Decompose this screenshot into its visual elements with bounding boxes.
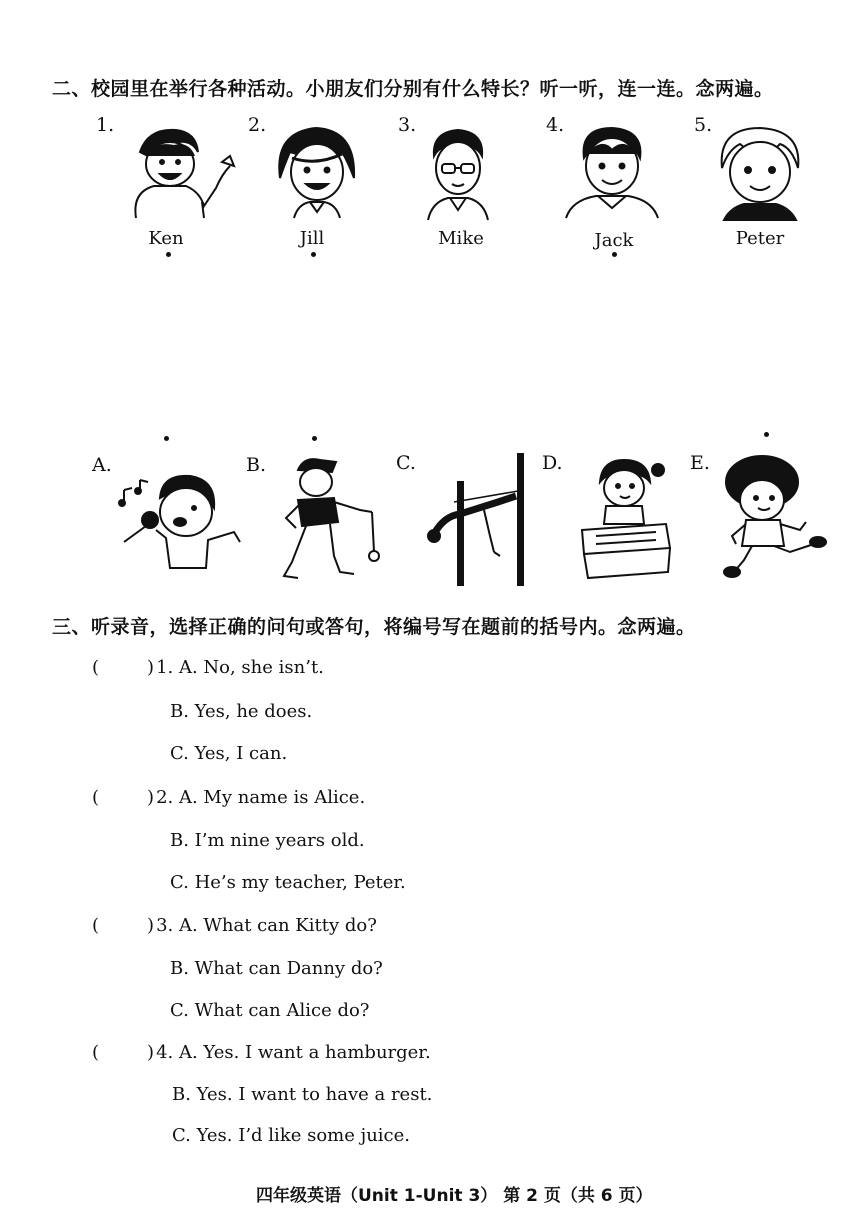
activity-letter-d: D. [542, 452, 563, 474]
kid-name-jill: Jill [299, 228, 325, 249]
activity-letter-a: A. [92, 454, 112, 476]
match-dot-ken[interactable] [166, 252, 171, 257]
question-4-stem [92, 1042, 431, 1063]
question-4-option-b: B. Yes. I want to have a rest. [172, 1084, 433, 1105]
kid-name-ken: Ken [148, 228, 184, 249]
question-2-option-c: C. He’s my teacher, Peter. [170, 872, 406, 893]
section-3-title: 三、听录音，选择正确的问句或答句，将编号写在题前的括号内。念两遍。 [52, 616, 696, 638]
kid-jack-portrait [562, 124, 662, 222]
activity-letter-e: E. [690, 452, 710, 474]
singing-icon [110, 468, 246, 578]
kid-number-2: 2. [248, 114, 267, 136]
question-4-option-c: C. Yes. I’d like some juice. [172, 1125, 410, 1146]
answer-paren-open[interactable]: ( [92, 787, 100, 808]
kid-name-jack: Jack [594, 230, 634, 251]
high-jump-icon [424, 452, 536, 586]
answer-paren-open[interactable]: ( [92, 657, 100, 678]
match-dot-a[interactable] [164, 436, 169, 441]
answer-paren-close: ) [147, 1042, 155, 1063]
answer-paren-open[interactable]: ( [92, 1042, 100, 1063]
kid-name-peter: Peter [735, 228, 785, 249]
kid-peter-portrait [710, 124, 810, 222]
kid-ken-portrait [118, 122, 238, 222]
model-making-icon [576, 452, 672, 582]
kid-mike-portrait [418, 126, 498, 222]
kid-number-3: 3. [398, 114, 417, 136]
question-3-option-b: B. What can Danny do? [170, 958, 383, 979]
page-footer: 四年级英语（Unit 1-Unit 3） 第 2 页（共 6 页） [256, 1186, 653, 1206]
kid-jill-portrait [272, 122, 362, 222]
activity-letter-c: C. [396, 452, 416, 474]
kid-number-5: 5. [694, 114, 713, 136]
match-dot-jack[interactable] [612, 252, 617, 257]
question-1-option-a: 1. A. No, she isn’t. [156, 657, 324, 678]
question-1-option-c: C. Yes, I can. [170, 743, 288, 764]
question-3-option-a: 3. A. What can Kitty do? [156, 915, 377, 936]
question-3-stem [92, 915, 377, 936]
answer-paren-open[interactable]: ( [92, 915, 100, 936]
question-2-option-b: B. I’m nine years old. [170, 830, 365, 851]
match-dot-jill[interactable] [311, 252, 316, 257]
yoyo-icon [262, 452, 392, 586]
kid-name-mike: Mike [438, 228, 484, 249]
question-1-option-b: B. Yes, he does. [170, 701, 313, 722]
answer-paren-close: ) [147, 787, 155, 808]
question-2-stem [92, 787, 365, 808]
answer-paren-close: ) [147, 915, 155, 936]
question-3-option-c: C. What can Alice do? [170, 1000, 370, 1021]
match-dot-b[interactable] [312, 436, 317, 441]
question-1-stem [92, 657, 324, 678]
kid-number-1: 1. [96, 114, 115, 136]
activity-letter-b: B. [246, 454, 267, 476]
answer-paren-close: ) [147, 657, 155, 678]
match-dot-e[interactable] [764, 432, 769, 437]
running-icon [716, 450, 830, 582]
question-4-option-a: 4. A. Yes. I want a hamburger. [156, 1042, 431, 1063]
question-2-option-a: 2. A. My name is Alice. [156, 787, 366, 808]
section-2-title: 二、校园里在举行各种活动。小朋友们分别有什么特长？听一听，连一连。念两遍。 [52, 78, 774, 100]
kid-number-4: 4. [546, 114, 565, 136]
